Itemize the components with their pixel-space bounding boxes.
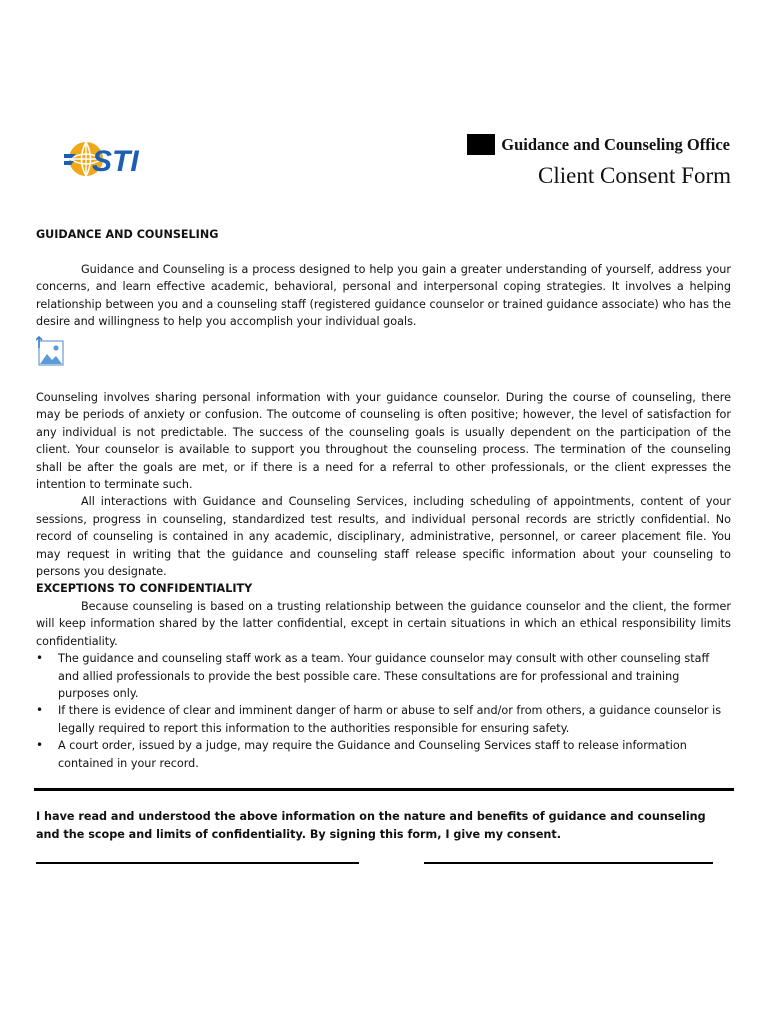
counseling-body (36, 389, 731, 772)
section-heading-guidance: GUIDANCE AND COUNSELING (36, 228, 219, 241)
list-item: • If there is evidence of clear and imminent danger of harm or abuse to self and/or from others, a guidance counselor is legally required to report this information to the authorities responsible for ensuring safety. (36, 702, 731, 737)
signature-line-right[interactable] (424, 862, 713, 864)
list-item: • The guidance and counseling staff work as a team. Your guidance counselor may consult with other counseling staff and allied professionals to provide the best possible care. These consultations are for professional and training purposes only. (36, 650, 731, 702)
redaction-box (467, 134, 495, 155)
logo-text: STI (92, 145, 139, 178)
list-item: • A court order, issued by a judge, may require the Guidance and Counseling Services staff to release information contained in your record. (36, 737, 731, 772)
sti-logo (62, 132, 156, 190)
office-title: Guidance and Counseling Office (501, 134, 730, 154)
section-heading-exceptions: EXCEPTIONS TO CONFIDENTIALITY (36, 582, 253, 596)
broken-image-icon (36, 336, 64, 367)
guidance-paragraph: Guidance and Counseling is a process designed to help you gain a greater understanding of yourself, address your concerns, and learn effective academic, behavioral, personal and interpersonal coping strategies. It involves a helping relationship between you and a counseling staff (registered guidance counselor or trained guidance associate) who has the desire and willingness to help you accomplish your individual goals. (36, 263, 731, 329)
form-title: Client Consent Form (538, 163, 731, 188)
confidentiality-paragraph: All interactions with Guidance and Counseling Services, including scheduling of appointments, content of your sessions, progress in counseling, standardized test results, and individual personal records are strictly confidential. No record of counseling is contained in any academic, disciplinary, administrative, personnel, or career placement file. You may request in writing that the guidance and counseling staff release specific information about your counseling to persons you designate. (36, 495, 731, 579)
office-header (467, 134, 730, 155)
counseling-paragraph: Counseling involves sharing personal information with your guidance counselor. During the course of counseling, there may be periods of anxiety or confusion. The outcome of counseling is often positive; however, the level of satisfaction for any individual is not predictable. The success of the counseling goals is usually dependent on the participation of the client. Your counselor is available to support you throughout the counseling process. The termination of the counseling shall be after the goals are met, or if there is a need for a referral to other professionals, or the client expresses the intention to terminate such. (36, 391, 731, 492)
signature-line-left[interactable] (36, 862, 359, 864)
divider (34, 788, 734, 791)
exceptions-list (36, 650, 731, 772)
exceptions-paragraph: Because counseling is based on a trusting relationship between the guidance counselor and the client, the former will keep information shared by the latter confidential, except in certain situations in which an ethical responsibility limits confidentiality. (36, 599, 731, 648)
consent-statement: I have read and understood the above information on the nature and benefits of guidance and counseling and the scope and limits of confidentiality. By signing this form, I give my consent. (36, 810, 706, 841)
